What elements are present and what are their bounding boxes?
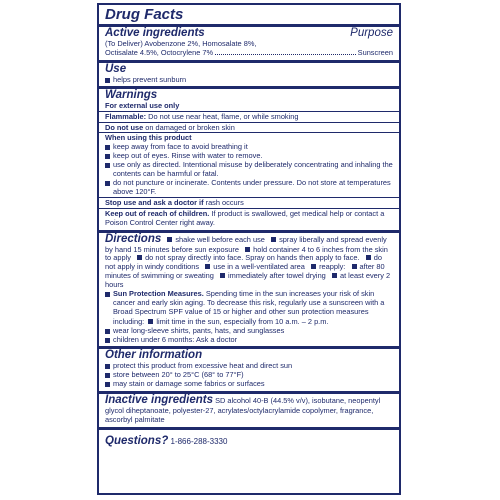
bullet-square-icon <box>271 237 276 242</box>
other-information-section <box>99 349 399 394</box>
bullet-square-icon <box>105 181 110 186</box>
directions-heading: Directions <box>105 232 162 245</box>
when-using-item: do not puncture or incinerate. Contents under pressure. Do not store at temperatures above 120°F. <box>113 177 391 196</box>
bullet-square-icon <box>105 163 110 168</box>
bullet-square-icon <box>205 264 210 269</box>
questions-section <box>99 430 399 449</box>
when-using-block <box>99 132 399 196</box>
when-using-item: use only as directed. Intentional misuse by deliberately concentrating and inhaling the contents can be harmful or fatal. <box>113 160 393 179</box>
inactive-ingredients-heading: Inactive ingredients <box>105 394 214 407</box>
use-section <box>99 63 399 89</box>
keep-out-text: If product is swallowed, get medical help or contact a Poison Control Center right away. <box>105 208 385 227</box>
bullet-square-icon <box>220 273 225 278</box>
direction-item: at least every 2 hours <box>105 271 391 290</box>
bullet-square-icon <box>105 338 110 343</box>
bullet-square-icon <box>105 364 110 369</box>
bullet-square-icon <box>352 264 357 269</box>
bullet-square-icon <box>148 319 153 324</box>
direction-item: do not apply in windy conditions <box>105 253 382 272</box>
bullet-square-icon <box>332 273 337 278</box>
sun-protection-item: wear long-sleeve shirts, pants, hats, and sunglasses <box>113 325 285 335</box>
active-ingredients-heading: Active ingredients <box>105 27 205 39</box>
sun-protection-text: Spending time in the sun increases your risk of skin cancer and early skin aging. To decrease this risk, regularly use a sunscreen with a Broad Spectrum SPF value of 15 or higher and other sun protection measures including: <box>113 289 385 326</box>
direction-item: immediately after towel drying <box>228 271 326 281</box>
other-info-item: store between 20° to 25°C (68° to 77°F) <box>113 370 244 380</box>
inactive-ingredients-text: SD alcohol 40-B (44.5% v/v), isobutane, neopentyl glycol diheptanoate, polyester-27, acrylates/octylacrylamide copolymer, fragrance, ascorbyl palmitate <box>105 396 381 425</box>
other-info-item: protect this product from excessive heat and direct sun <box>113 361 293 371</box>
direction-item: do not spray directly into face. Spray on hands then apply to face. <box>145 253 360 263</box>
use-heading: Use <box>105 62 127 75</box>
do-not-use-text: on damaged or broken skin <box>143 122 235 132</box>
bullet-square-icon <box>105 292 110 297</box>
bullet-square-icon <box>167 237 172 242</box>
bullet-square-icon <box>311 264 316 269</box>
active-line-2: Octisalate 4.5%, Octocrylene 7% <box>105 47 214 57</box>
flammable-text: Do not use near heat, flame, or while smoking <box>146 111 299 121</box>
questions-heading: Questions? <box>105 435 169 447</box>
when-using-item: keep away from face to avoid breathing it <box>113 142 248 152</box>
warnings-section <box>99 89 399 233</box>
active-ingredients-section <box>99 27 399 63</box>
do-not-use-label: Do not use <box>105 122 144 132</box>
direction-item: spray liberally and spread evenly by hand 15 minutes before sun exposure <box>105 234 387 254</box>
use-item: helps prevent sunburn <box>113 74 187 84</box>
bullet-square-icon <box>105 78 110 83</box>
warnings-heading: Warnings <box>105 88 158 101</box>
direction-item: shake well before each use <box>175 234 265 244</box>
other-info-item: may stain or damage some fabrics or surfaces <box>113 379 265 389</box>
questions-phone: 1-866-288-3330 <box>168 437 228 446</box>
direction-item: reapply: <box>319 262 346 272</box>
drug-facts-title: Drug Facts <box>105 6 184 23</box>
stop-use-warning <box>99 197 399 208</box>
bullet-square-icon <box>105 154 110 159</box>
bullet-square-icon <box>245 247 250 252</box>
keep-out-label: Keep out of reach of children. <box>105 208 210 218</box>
bullet-square-icon <box>105 373 110 378</box>
do-not-use-warning <box>99 122 399 133</box>
directions-section <box>99 233 399 350</box>
direction-item: use in a well-ventilated area <box>213 262 305 272</box>
other-information-heading: Other information <box>105 349 203 362</box>
direction-item: hold container 4 to 6 inches from the skin to apply <box>105 244 388 263</box>
keep-out-of-reach-warning <box>99 208 399 228</box>
flammable-label: Flammable: <box>105 111 147 121</box>
bullet-square-icon <box>105 382 110 387</box>
title-section <box>99 5 399 27</box>
stop-use-text: rash occurs <box>203 197 244 207</box>
drug-facts-panel <box>97 3 401 495</box>
bullet-square-icon <box>105 329 110 334</box>
direction-item: after 80 minutes of swimming or sweating <box>105 262 385 281</box>
active-line-1: (To Deliver) Avobenzone 2%, Homosalate 8%, <box>105 39 257 48</box>
stop-use-label: Stop use and ask a doctor if <box>105 197 204 207</box>
dot-leader <box>215 54 356 55</box>
purpose-sunscreen: Sunscreen <box>357 47 393 57</box>
inactive-ingredients-section <box>99 394 399 430</box>
sun-protection-label: Sun Protection Measures. <box>113 289 204 299</box>
purpose-heading: Purpose <box>350 27 393 39</box>
children-direction: children under 6 months: Ask a doctor <box>113 334 238 344</box>
bullet-square-icon <box>105 145 110 150</box>
flammable-warning <box>99 111 399 122</box>
when-using-item: keep out of eyes. Rinse with water to remove. <box>113 151 263 161</box>
bullet-square-icon <box>366 255 371 260</box>
external-use-text: For external use only <box>105 100 180 110</box>
when-using-heading: When using this product <box>105 133 192 143</box>
sun-protection-item: limit time in the sun, especially from 10 a.m. – 2 p.m. <box>156 316 329 326</box>
bullet-square-icon <box>137 255 142 260</box>
